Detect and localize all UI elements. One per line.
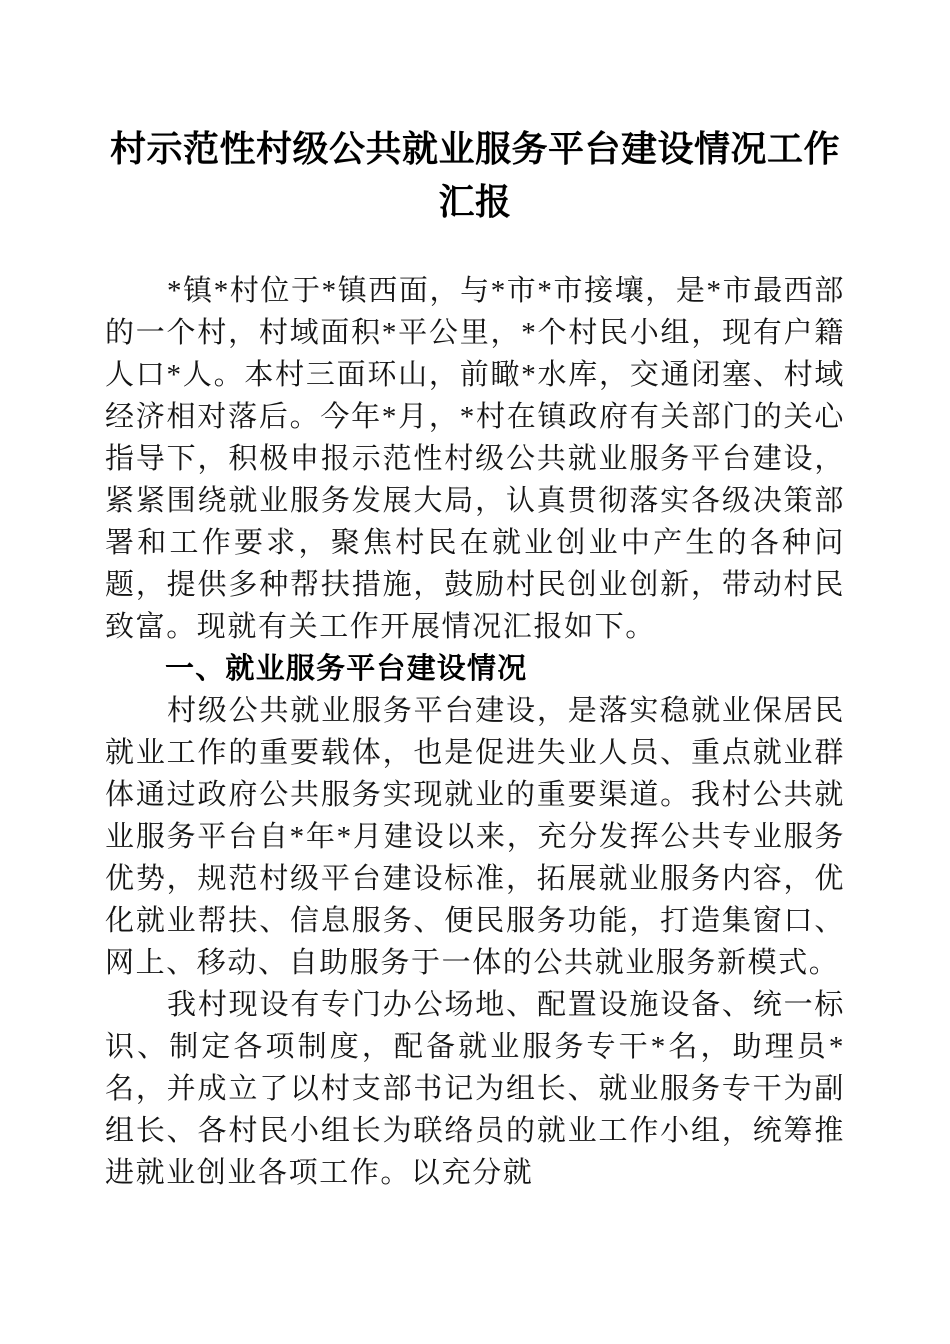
page-title: 村示范性村级公共就业服务平台建设情况工作汇报: [109, 128, 840, 222]
document-body: [105, 228, 845, 1194]
paragraph-staffing: 我村现设有专门办公场地、配置设施设备、统一标识、制定各项制度，配备就业服务专干*名，助理员*名，并成立了以村支部书记为组长、就业服务专干为副组长、各村民小组长为联络员的就业工作小组，统筹推进就业创业各项工作。以充分就: [105, 989, 845, 1189]
paragraph-intro: *镇*村位于*镇西面，与*市*市接壤，是*市最西部的一个村，村域面积*平公里，*个村民小组，现有户籍人口*人。本村三面环山，前瞰*水库，交通闭塞、村域经济相对落后。今年*月，*村在镇政府有关部门的关心指导下，积极申报示范性村级公共就业服务平台建设，紧紧围绕就业服务发展大局，认真贯彻落实各级决策部署和工作要求，聚焦村民在就业创业中产生的各种问题，提供多种帮扶措施，鼓励村民创业创新，带动村民致富。现就有关工作开展情况汇报如下。: [105, 275, 846, 643]
paragraph-platform-overview: 村级公共就业服务平台建设，是落实稳就业保居民就业工作的重要载体，也是促进失业人员、重点就业群体通过政府公共服务实现就业的重要渠道。我村公共就业服务平台自*年*月建设以来，充分发挥公共专业服务优势，规范村级平台建设标准，拓展就业服务内容，优化就业帮扶、信息服务、便民服务功能，打造集窗口、网上、移动、自助服务于一体的公共就业服务新模式。: [105, 695, 845, 979]
section-heading-1: 一、就业服务平台建设情况: [165, 653, 528, 685]
